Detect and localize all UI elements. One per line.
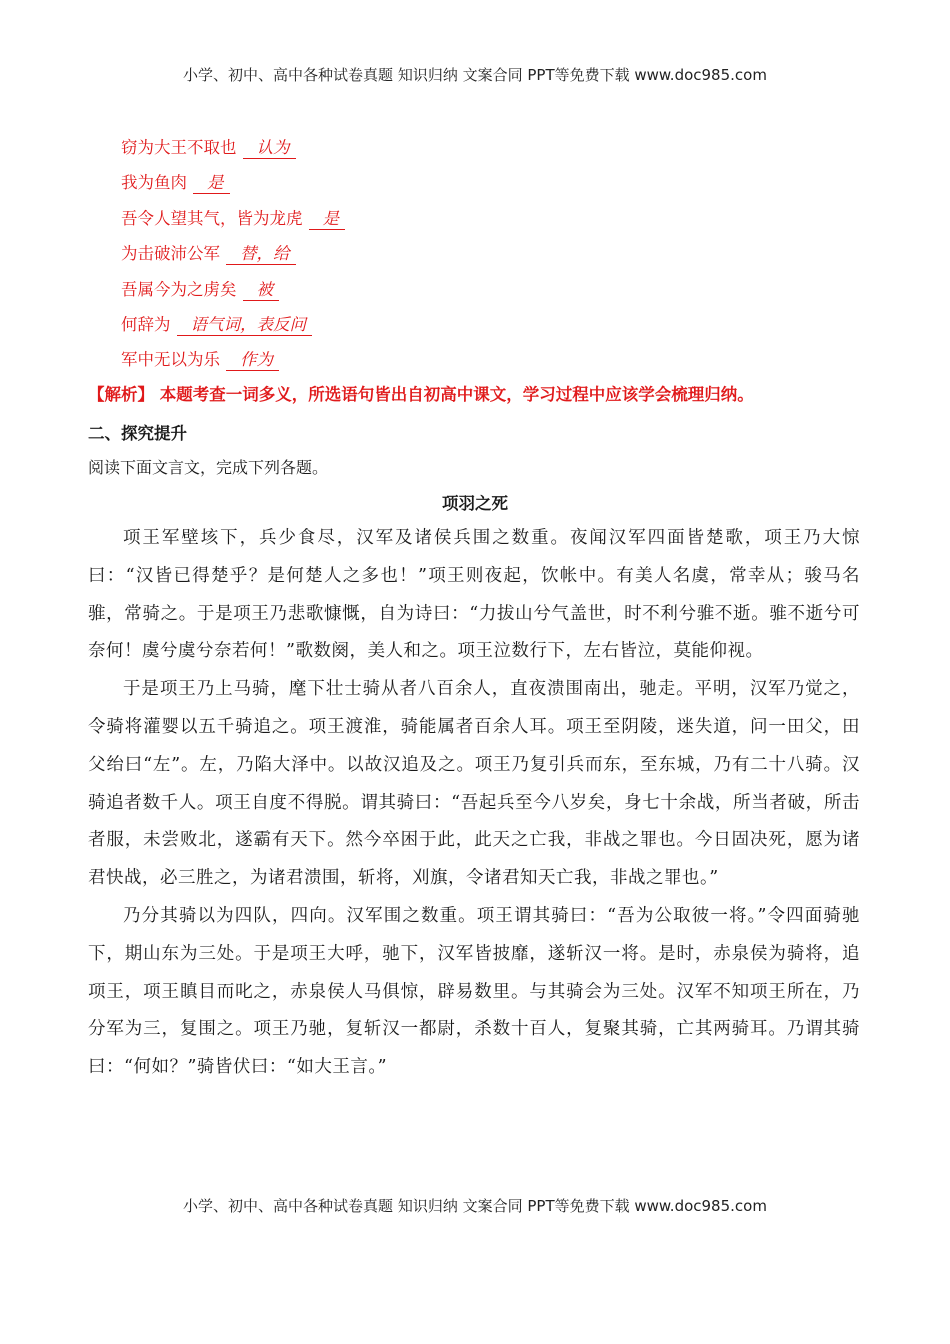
section-title: 二、探究提升 <box>88 424 187 443</box>
passage-paragraph: 乃分其骑以为四队，四向。汉军围之数重。项王谓其骑曰：“吾为公取彼一将。”令四面骑驰下，期山东为三处。于是项王大呼，驰下，汉军皆披靡，遂斩汉一将。是时，赤泉侯为骑将，追项王，项王瞋目而叱之，赤泉侯人马俱惊，辟易数里。与其骑会为三处。汉军不知项王所在，乃分军为三，复围之。项王乃驰，复斩汉一都尉，杀数十百人，复聚其骑，亡其两骑耳。乃谓其骑曰：“何如？”骑皆伏曰：“如大王言。” <box>88 905 860 1078</box>
answer-row <box>121 345 345 380</box>
answer-sentence: 何辞为 <box>121 314 171 334</box>
answer-row <box>121 133 345 168</box>
answer-blank: 作为 <box>226 350 279 371</box>
analysis-text: 本题考查一词多义，所选语句皆出自初高中课文，学习过程中应该学会梳理归纳。 <box>159 385 754 404</box>
page-footer: 小学、初中、高中各种试卷真题 知识归纳 文案合同 PPT等免费下载 www.doc985.com <box>183 1197 767 1215</box>
answer-list <box>121 133 345 381</box>
answer-row <box>121 239 345 274</box>
analysis-label: 【解析】 <box>88 385 154 404</box>
answer-blank: 是 <box>193 173 230 194</box>
answer-row <box>121 275 345 310</box>
answer-blank: 是 <box>309 209 346 230</box>
answer-blank: 语气词，表反问 <box>177 315 313 336</box>
answer-blank: 替，给 <box>226 244 296 265</box>
instruction-text: 阅读下面文言文，完成下列各题。 <box>88 458 329 477</box>
passage-paragraph: 项王军壁垓下，兵少食尽，汉军及诸侯兵围之数重。夜闻汉军四面皆楚歌，项王乃大惊曰：“汉皆已得楚乎？是何楚人之多也！”项王则夜起，饮帐中。有美人名虞，常幸从；骏马名骓，常骑之。于是项王乃悲歌慷慨，自为诗曰：“力拔山兮气盖世，时不利兮骓不逝。骓不逝兮可奈何！虞兮虞兮奈若何！”歌数阕，美人和之。项王泣数行下，左右皆泣，莫能仰视。 <box>88 528 860 662</box>
analysis-note <box>88 381 754 405</box>
answer-sentence: 为击破沛公军 <box>121 244 220 264</box>
answer-blank: 认为 <box>243 138 296 159</box>
passage-title: 项羽之死 <box>442 494 508 513</box>
answer-blank: 被 <box>243 280 280 301</box>
answer-row <box>121 204 345 239</box>
answer-row <box>121 168 345 203</box>
answer-sentence: 军中无以为乐 <box>121 350 220 370</box>
answer-sentence: 吾令人望其气，皆为龙虎 <box>121 208 303 228</box>
answer-row <box>121 310 345 345</box>
answer-sentence: 窃为大王不取也 <box>121 138 237 157</box>
page-header: 小学、初中、高中各种试卷真题 知识归纳 文案合同 PPT等免费下载 www.doc985.com <box>183 66 767 84</box>
answer-sentence: 吾属今为之虏矣 <box>121 279 237 299</box>
passage-body <box>88 520 860 1087</box>
passage-paragraph: 于是项王乃上马骑，麾下壮士骑从者八百余人，直夜溃围南出，驰走。平明，汉军乃觉之，令骑将灌婴以五千骑追之。项王渡淮，骑能属者百余人耳。项王至阴陵，迷失道，问一田父，田父绐曰“左”。左，乃陷大泽中。以故汉追及之。项王乃复引兵而东，至东城，乃有二十八骑。汉骑追者数千人。项王自度不得脱。谓其骑曰：“吾起兵至今八岁矣，身七十余战，所当者破，所击者服，未尝败北，遂霸有天下。然今卒困于此，此天之亡我，非战之罪也。今日固决死，愿为诸君快战，必三胜之，为诸君溃围，斩将，刈旗，令诸君知天亡我，非战之罪也。” <box>88 679 860 889</box>
answer-sentence: 我为鱼肉 <box>121 173 187 193</box>
